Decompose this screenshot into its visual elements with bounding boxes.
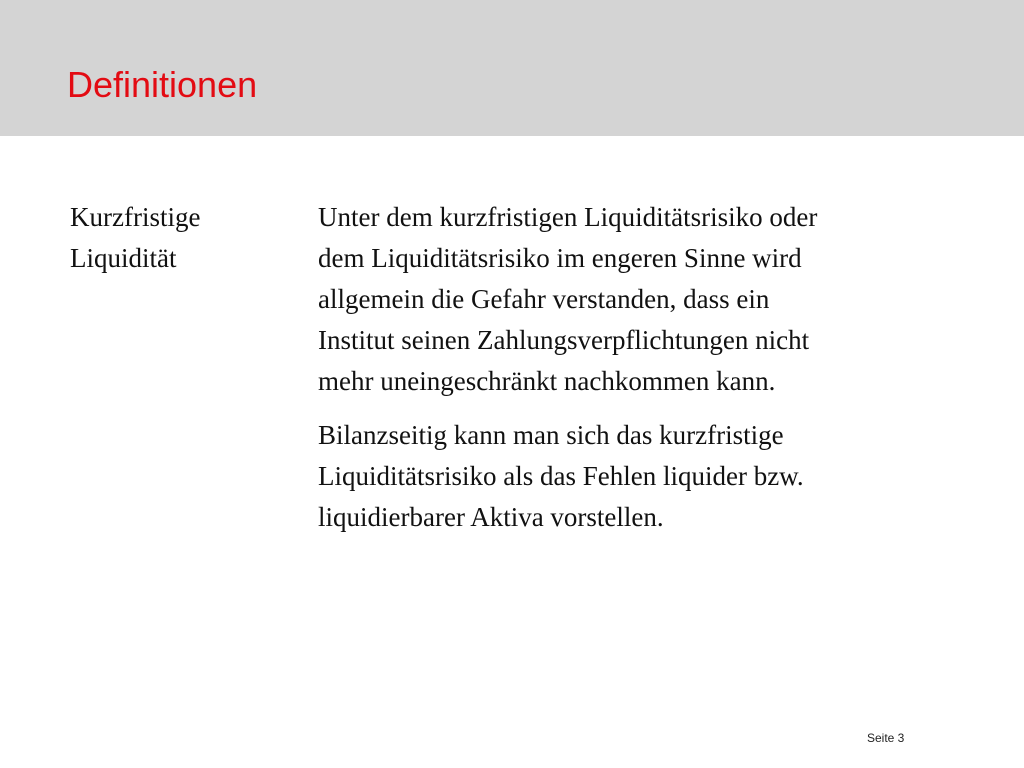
text-line: allgemein die Gefahr verstanden, dass ein <box>318 284 770 314</box>
definition-paragraph-1 <box>318 197 968 402</box>
definition-paragraph-2 <box>318 415 968 538</box>
text-line: mehr uneingeschränkt nachkommen kann. <box>318 366 776 396</box>
term-line: Kurzfristige <box>70 202 201 232</box>
text-line: Liquiditätsrisiko als das Fehlen liquider bzw. <box>318 461 804 491</box>
text-line: Unter dem kurzfristigen Liquiditätsrisiko oder <box>318 202 818 232</box>
page-number: Seite 3 <box>867 731 905 745</box>
text-line: Institut seinen Zahlungsverpflichtungen nicht <box>318 325 810 355</box>
text-line: dem Liquiditätsrisiko im engeren Sinne wird <box>318 243 802 273</box>
page-title: Definitionen <box>67 64 258 105</box>
definition-body <box>318 197 968 551</box>
term-line: Liquidität <box>70 243 177 273</box>
text-line: liquidierbarer Aktiva vorstellen. <box>318 502 664 532</box>
text-line: Bilanzseitig kann man sich das kurzfristige <box>318 420 784 450</box>
definition-term <box>70 197 290 279</box>
